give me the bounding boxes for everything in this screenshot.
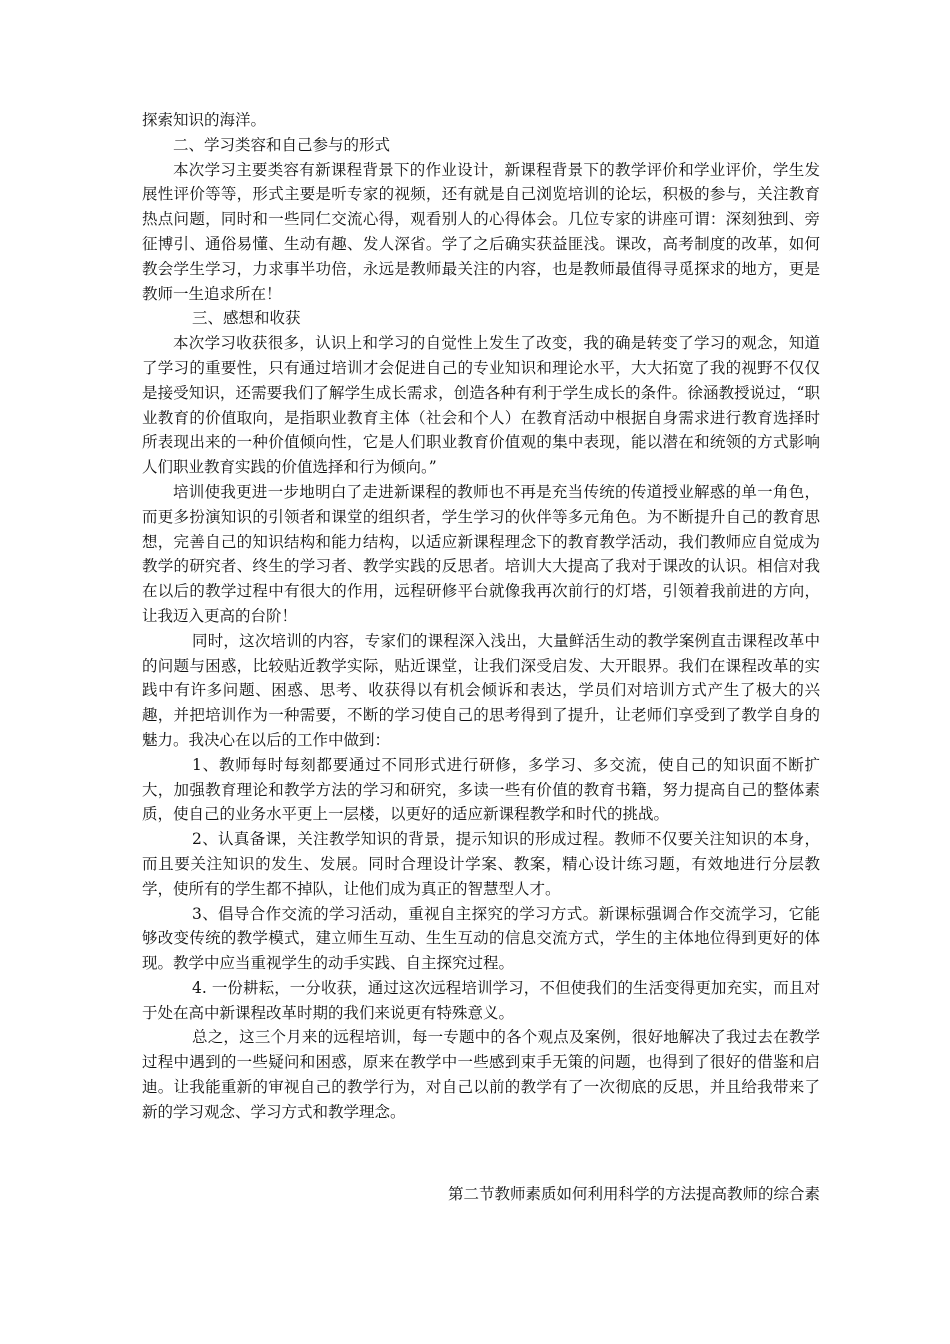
paragraph-continued: 探索知识的海洋。 [142, 111, 267, 129]
list-item-3: 3、倡导合作交流的学习活动，重视自主探究的学习方式。新课标强调合作交流学习，它能够改变传统的教学模式，建立师生互动、生生互动的信息交流方式，学生的主体地位得到更好的体现。教学中应当重视学生的动手实践、自主探究过程。 [142, 904, 820, 973]
section-heading-2: 二、学习类容和自己参与的形式 [173, 135, 391, 154]
list-item-2: 2、认真备课，关注教学知识的背景，提示知识的形成过程。教师不仅要关注知识的本身，而且要关注知识的发生、发展。同时合理设计学案、教案，精心设计练习题，有效地进行分层教学，使所有的学生都不掉队，让他们成为真正的智慧型人才。 [142, 830, 820, 898]
list-item-4: 4. 一份耕耘，一分收获，通过这次远程培训学习，不但使我们的生活变得更加充实，而且对于处在高中新课程改革时期的我们来说更有特殊意义。 [142, 978, 820, 1022]
paragraph-training-role: 培训使我更进一步地明白了走进新课程的教师也不再是充当传统的传道授业解惑的单一角色，而更多扮演知识的引领者和课堂的组织者，学生学习的伙伴等多元角色。为不断提升自己的教育思想，完善自己的知识结构和能力结构，以适应新课程理念下的教育教学活动，我们教师应自觉成为教学的研究者、终生的学习者、教学实践的反思者。培训大大提高了我对于课改的认识。相信对我在以后的教学过程中有很大的作用，远程研修平台就像我再次前行的灯塔，引领着我前进的方向，让我迈入更高的台阶！ [142, 482, 820, 625]
paragraph-study-content: 本次学习主要类容有新课程背景下的作业设计，新课程背景下的教学评价和学业评价，学生发展性评价等等，形式主要是听专家的视频，还有就是自己浏览培训的论坛，积极的参与，关注教育热点问题，同时和一些同仁交流心得，观看别人的心得体会。几位专家的讲座可谓：深刻独到、旁征博引、通俗易懂、生动有趣、发人深省。学了之后确实获益匪浅。课改，高考制度的改革，如何教会学生学习，力求事半功倍，永远是教师最关注的内容，也是教师最值得寻觅探求的地方，更是教师一生追求所在！ [142, 160, 820, 303]
section-heading-3: 三、感想和收获 [192, 309, 301, 328]
paragraph-gains: 本次学习收获很多，认识上和学习的自觉性上发生了改变，我的确是转变了学习的观念，知道了学习的重要性，只有通过培训才会促进自己的专业知识和理论水平，大大拓宽了我的视野不仅仅是接受知识，还需要我们了解学生成长需求，创造各种有利于学生成长的条件。徐涵教授说过，“职业教育的价值取向，是指职业教育主体（社会和个人）在教育活动中根据自身需求进行教育选择时所表现出来的一种价值倾向性，它是人们职业教育价值观的集中表现，能以潜在和统领的方式影响人们职业教育实践的价值选择和行为倾向。” [142, 334, 820, 477]
next-section-title: 第二节教师素质如何利用科学的方法提高教师的综合素 [447, 1185, 820, 1203]
document-body [142, 108, 820, 1125]
paragraph-training-content: 同时，这次培训的内容，专家们的课程深入浅出，大量鲜活生动的教学案例直击课程改革中的问题与困惑，比较贴近教学实际，贴近课堂，让我们深受启发、大开眼界。我们在课程改革的实践中有许多问题、困惑、思考、收获得以有机会倾诉和表达，学员们对培训方式产生了极大的兴趣，并把培训作为一种需要，不断的学习使自己的思考得到了提升，让老师们享受到了教学自身的魅力。我决心在以后的工作中做到： [142, 631, 820, 749]
paragraph-summary: 总之，这三个月来的远程培训，每一专题中的各个观点及案例，很好地解决了我过去在教学过程中遇到的一些疑问和困惑，原来在教学中一些感到束手无策的问题，也得到了很好的借鉴和启迪。让我能重新的审视自己的教学行为，对自己以前的教学有了一次彻底的反思，并且给我带来了新的学习观念、学习方式和教学理念。 [142, 1028, 820, 1121]
list-item-1: 1、教师每时每刻都要通过不同形式进行研修，多学习、多交流，使自己的知识面不断扩大，加强教育理论和教学方法的学习和研究，多读一些有价值的教育书籍，努力提高自己的整体素质，使自己的业务水平更上一层楼，以更好的适应新课程教学和时代的挑战。 [142, 755, 820, 824]
